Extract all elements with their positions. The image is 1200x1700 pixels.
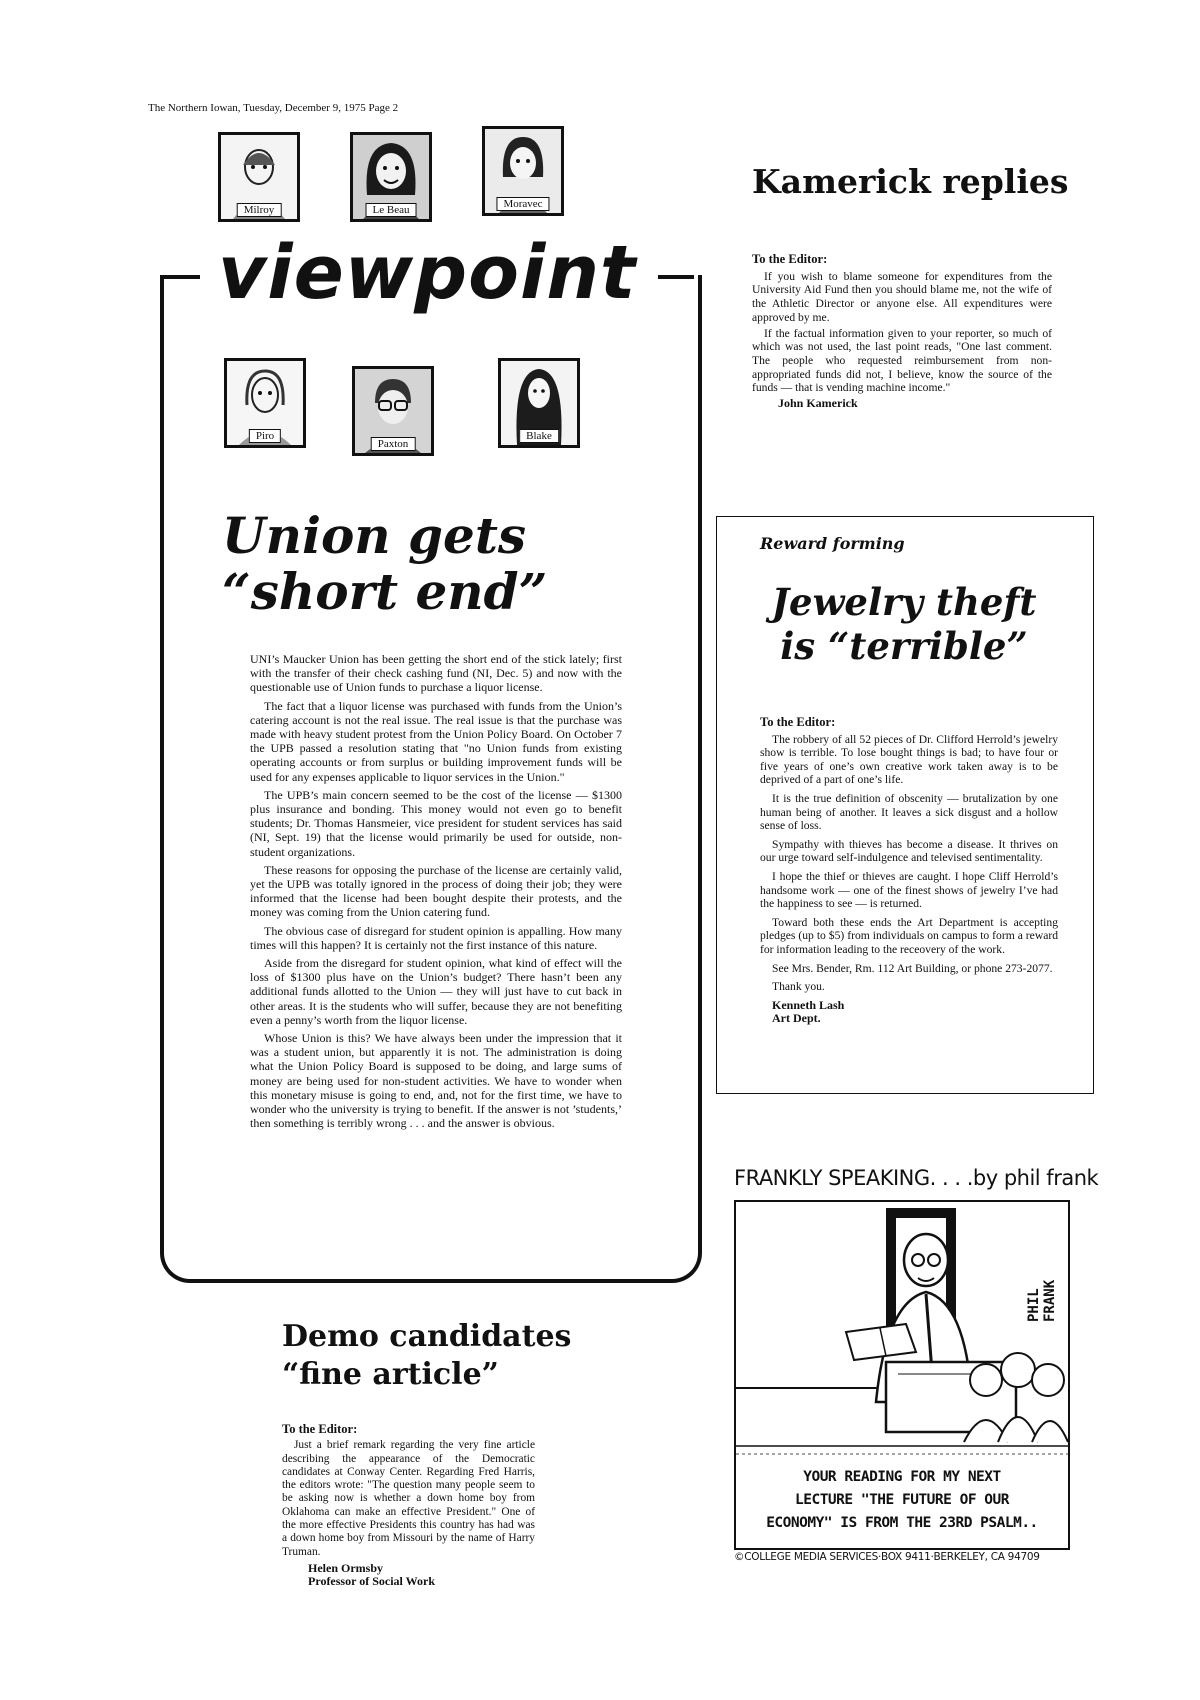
- headline-line: Jewelry theft: [771, 580, 1037, 624]
- demo-letter: [282, 1423, 535, 1589]
- paragraph: It is the true definition of obscenity — brutalization by one human being of another. It leaves a sick disgust and a hollow sense of loss.: [760, 791, 1058, 833]
- photo-caption: Milroy: [237, 203, 282, 217]
- viewpoint-logo: viewpoint: [218, 230, 637, 316]
- kamerick-letter: [752, 253, 1052, 411]
- staff-photo: [350, 132, 432, 222]
- photo-caption: Le Beau: [366, 203, 417, 217]
- staff-photo: [352, 366, 434, 456]
- paragraph: The fact that a liquor license was purchased with funds from the Union’s catering account is not the real issue. The real issue is that the purchase was made with heavy student protest from the Union Policy Board. On October 7 the UPB passed a resolution stating that "no Union funds from existing operating accounts or from surplus or building improvement funds will be used for any expenses applicable to liquor services in the Union.": [250, 698, 622, 784]
- staff-photo: [482, 126, 564, 216]
- comic-panel: [734, 1200, 1070, 1550]
- caption-line: YOUR READING FOR MY NEXT: [803, 1469, 1001, 1485]
- demo-headline: [282, 1318, 571, 1394]
- paragraph: Toward both these ends the Art Department is accepting pledges (up to $5) from individuals on campus to form a reward for information leading to the receovery of the work.: [760, 915, 1058, 956]
- photo-caption: Paxton: [371, 437, 416, 451]
- photo-caption: Blake: [519, 429, 559, 443]
- headline-line: is “terrible”: [780, 624, 1028, 668]
- signature-name: Kenneth Lash: [772, 997, 845, 1012]
- signature-name: Helen Ormsby: [308, 1560, 383, 1575]
- headline-line: Union gets: [222, 506, 527, 565]
- salutation: To the Editor:: [752, 252, 828, 266]
- jewelry-headline: [716, 580, 1092, 668]
- comic-title: FRANKLY SPEAKING. . . .by phil frank: [734, 1166, 1099, 1190]
- paragraph: The UPB’s main concern seemed to be the cost of the license — $1300 plus insurance and bonding. This money would not even go to benefit students; Dr. Thomas Hansmeier, vice president for student services has said (NI, Sept. 19) that the license would primarily be used for outside, non-student organizations.: [250, 787, 622, 859]
- comic-caption: [736, 1466, 1068, 1535]
- headline-line: “fine article”: [282, 1357, 499, 1392]
- jewelry-letter: [760, 716, 1058, 1026]
- paragraph: I hope the thief or thieves are caught. I hope Cliff Herrold’s handsome work — one of the finest shows of jewelry I’ve had the happiness to see — is returned.: [760, 869, 1058, 911]
- editorial-headline: [222, 508, 547, 620]
- paragraph: UNI’s Maucker Union has been getting the short end of the stick lately; first with the transfer of their check cashing fund (NI, Dec. 5) and now with the questionable use of Union funds to purchase a liquor license.: [250, 652, 622, 695]
- paragraph: See Mrs. Bender, Rm. 112 Art Building, or phone 273-2077.: [772, 961, 1053, 975]
- paragraph: Whose Union is this? We have always been under the impression that it was a student union, but apparently it is not. The administration is doing what the Union Policy Board is supposed to be doing, and large sums of money are being used for non-student activities. We have to wonder when this monetary misuse is going to end, and, not for the first time, we have to wonder who the university is trying to benefit. If the answer is not ’students,’ then something is terribly wrong . . . and the answer is obvious.: [250, 1031, 622, 1131]
- paragraph: Just a brief remark regarding the very fine article describing the appearance of the Democratic candidates at Conway Center. Regarding Fred Harris, the editors wrote: "The question many people seem to be asking now is whether a down home boy from Oklahoma can make an effective President." One of the more effective Presidents this country has had was a down home boy from Missouri by the name of Harry Truman.: [282, 1439, 535, 1558]
- paragraph: The robbery of all 52 pieces of Dr. Clifford Herrold’s jewelry show is terrible. To lose bought things is bad; to have four or five years of one’s own creative work taken away is to be deprived of a part of one’s life.: [760, 732, 1058, 787]
- paragraph: Aside from the disregard for student opinion, what kind of effect will the loss of $1300 plus have on the Union’s budget? There hasn’t been any additional funds allotted to the Union — they will just have to cut back in other areas. It is the students who will suffer, because they are not benefiting even a penny’s worth from the liquor license.: [250, 956, 622, 1027]
- paragraph: Sympathy with thieves has become a disease. It thrives on our urge toward self-indulgence and televised sentimentality.: [760, 837, 1058, 865]
- paragraph: Thank you.: [772, 980, 825, 994]
- photo-caption: Piro: [249, 429, 281, 443]
- jewelry-kicker: Reward forming: [760, 534, 905, 553]
- artist-signature: PHIL FRANK: [1026, 1279, 1058, 1322]
- signature-title: Art Dept.: [772, 1011, 821, 1026]
- salutation: To the Editor:: [760, 715, 836, 729]
- page-folio: The Northern Iowan, Tuesday, December 9, 1975 Page 2: [148, 102, 399, 114]
- signature-title: Professor of Social Work: [308, 1574, 435, 1589]
- kamerick-headline: Kamerick replies: [752, 162, 1069, 201]
- headline-line: “short end”: [222, 562, 548, 621]
- paragraph: If the factual information given to your reporter, so much of which was not used, the last point reads, "One last comment. The people who requested reimbursement from non-appropriated funds did not, I believe, know the source of the funds — that is vending machine income.": [752, 326, 1052, 395]
- caption-line: ECONOMY" IS FROM THE 23RD PSALM..: [766, 1515, 1038, 1531]
- paragraph: The obvious case of disregard for student opinion is appalling. How many times will this happen? It is certainly not the first instance of this nature.: [250, 923, 622, 952]
- staff-photo: [218, 132, 300, 222]
- paragraph: These reasons for opposing the purchase of the license are certainly valid, yet the UPB was totally ignored in the process of doing their job; they were informed that the license had been bought despite their protests, and the money was coming from the Union catering fund.: [250, 862, 622, 920]
- salutation: To the Editor:: [282, 1422, 358, 1436]
- headline-line: Demo candidates: [282, 1319, 572, 1354]
- photo-caption: Moravec: [496, 197, 549, 211]
- staff-photo: [224, 358, 306, 448]
- caption-line: LECTURE "THE FUTURE OF OUR: [795, 1492, 1009, 1508]
- comic-credit: ©COLLEGE MEDIA SERVICES·BOX 9411·BERKELEY, CA 94709: [734, 1551, 1040, 1563]
- editorial-body: [250, 652, 622, 1135]
- paragraph: If you wish to blame someone for expenditures from the University Aid Fund then you should blame me, not the wife of the Athletic Director or anyone else. All expenditures were approved by me.: [752, 269, 1052, 324]
- staff-photo: [498, 358, 580, 448]
- signature: John Kamerick: [778, 396, 858, 411]
